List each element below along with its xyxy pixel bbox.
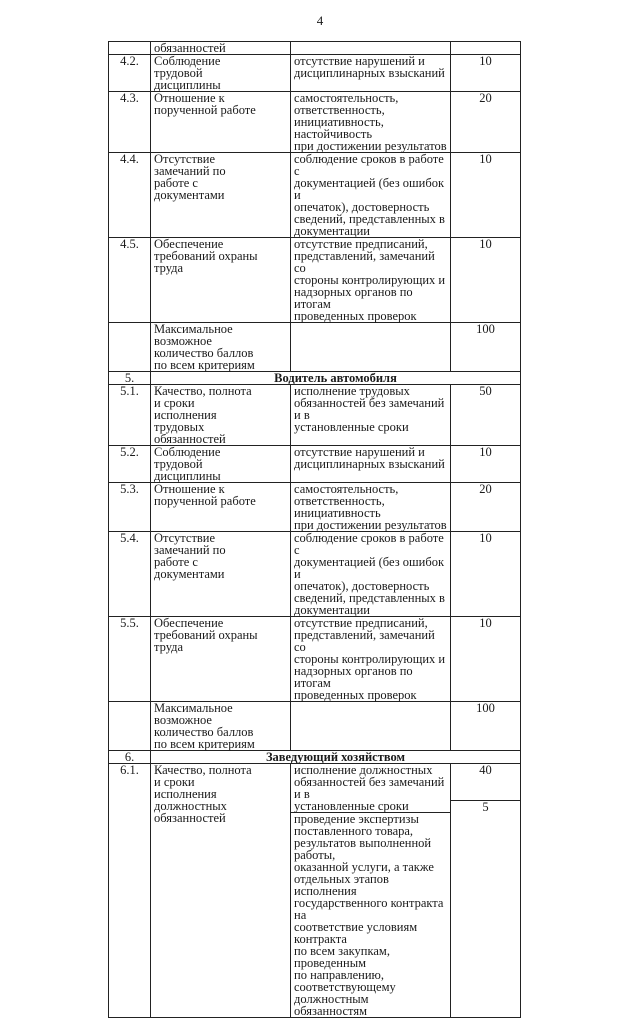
indicator-cell: самостоятельность, ответственность, инициативность, настойчивость при достижении результатов <box>291 92 451 153</box>
criterion-cell: Обеспечение требований охраны труда <box>151 238 291 323</box>
section-header-row <box>109 372 521 385</box>
criterion-cell: обязанностей <box>151 42 291 55</box>
criterion-cell: Соблюдение трудовой дисциплины <box>151 446 291 483</box>
indicator-cell <box>291 702 451 751</box>
table-row <box>109 238 521 323</box>
max-score-row <box>109 702 521 751</box>
indicator-cell <box>291 323 451 372</box>
indicator-cell: исполнение трудовых обязанностей без замечаний и в установленные сроки <box>291 385 451 446</box>
criterion-cell: Отношение к порученной работе <box>151 483 291 532</box>
section-title: Водитель автомобиля <box>151 372 521 385</box>
max-score-row <box>109 323 521 372</box>
row-number: 6.1. <box>109 764 151 1018</box>
points-cell: 10 <box>451 617 521 702</box>
row-number: 5.1. <box>109 385 151 446</box>
points-cell: 100 <box>451 702 521 751</box>
table-row <box>109 446 521 483</box>
indicator-cell: отсутствие предписаний, представлений, замечаний со стороны контролирующих и надзорных органов по итогам проведенных проверок <box>291 238 451 323</box>
indicator-cell: отсутствие нарушений и дисциплинарных взысканий <box>291 55 451 92</box>
points-a: 40 <box>479 763 492 777</box>
row-number: 5.5. <box>109 617 151 702</box>
criterion-cell: Отсутствие замечаний по работе с документами <box>151 532 291 617</box>
page-number: 4 <box>316 13 324 28</box>
criterion-cell: Качество, полнота и сроки исполнения должностных обязанностей <box>151 764 291 1018</box>
indicator-cell: отсутствие предписаний, представлений, замечаний со стороны контролирующих и надзорных органов по итогам проведенных проверок <box>291 617 451 702</box>
indicator-a: исполнение должностных обязанностей без замечаний и в установленные сроки <box>294 763 445 813</box>
criterion-cell: Обеспечение требований охраны труда <box>151 617 291 702</box>
criterion-cell: Максимальное возможное количество баллов по всем критериям <box>151 323 291 372</box>
row-number: 4.4. <box>109 153 151 238</box>
table-row <box>109 617 521 702</box>
table-row <box>109 92 521 153</box>
indicator-cell: самостоятельность, ответственность, инициативность при достижении результатов <box>291 483 451 532</box>
points-cell <box>451 764 521 1018</box>
indicator-cell: соблюдение сроков в работе с документацией (без ошибок и опечаток), достоверность сведений, представленных в документации <box>291 532 451 617</box>
indicator-b: проведение экспертизы поставленного товара, результатов выполненной работы, оказанной услуги, а также отдельных этапов исполнения государственного контракта на соответствие условиям контракта по всем закупкам, проведенным по направлению, соответствующему должностным обязанностям <box>291 812 450 1017</box>
table-row <box>109 385 521 446</box>
points-cell: 10 <box>451 238 521 323</box>
table-row <box>109 153 521 238</box>
indicator-cell: отсутствие нарушений и дисциплинарных взысканий <box>291 446 451 483</box>
row-number: 4.3. <box>109 92 151 153</box>
table-row <box>109 42 521 55</box>
row-number: 4.2. <box>109 55 151 92</box>
criteria-table <box>108 41 521 1018</box>
points-cell <box>451 42 521 55</box>
section-number: 5. <box>109 372 151 385</box>
criterion-cell: Отношение к порученной работе <box>151 92 291 153</box>
points-cell: 10 <box>451 532 521 617</box>
points-cell: 10 <box>451 446 521 483</box>
points-cell: 20 <box>451 483 521 532</box>
table-row <box>109 483 521 532</box>
section-header-row <box>109 751 521 764</box>
points-cell: 20 <box>451 92 521 153</box>
criterion-cell: Отсутствие замечаний по работе с документами <box>151 153 291 238</box>
points-b: 5 <box>451 800 520 813</box>
points-cell: 50 <box>451 385 521 446</box>
row-number <box>109 42 151 55</box>
table-row <box>109 532 521 617</box>
section-number: 6. <box>109 751 151 764</box>
indicator-cell: соблюдение сроков в работе с документацией (без ошибок и опечаток), достоверность сведений, представленных в документации <box>291 153 451 238</box>
section-title: Заведующий хозяйством <box>151 751 521 764</box>
indicator-cell <box>291 764 451 1018</box>
row-number <box>109 702 151 751</box>
table-row <box>109 55 521 92</box>
indicator-cell <box>291 42 451 55</box>
criterion-cell: Соблюдение трудовой дисциплины <box>151 55 291 92</box>
points-cell: 10 <box>451 55 521 92</box>
row-number <box>109 323 151 372</box>
row-number: 5.4. <box>109 532 151 617</box>
row-number: 5.2. <box>109 446 151 483</box>
table-row <box>109 764 521 1018</box>
points-cell: 100 <box>451 323 521 372</box>
row-number: 4.5. <box>109 238 151 323</box>
criterion-cell: Качество, полнота и сроки исполнения трудовых обязанностей <box>151 385 291 446</box>
criterion-cell: Максимальное возможное количество баллов по всем критериям <box>151 702 291 751</box>
row-number: 5.3. <box>109 483 151 532</box>
points-cell: 10 <box>451 153 521 238</box>
